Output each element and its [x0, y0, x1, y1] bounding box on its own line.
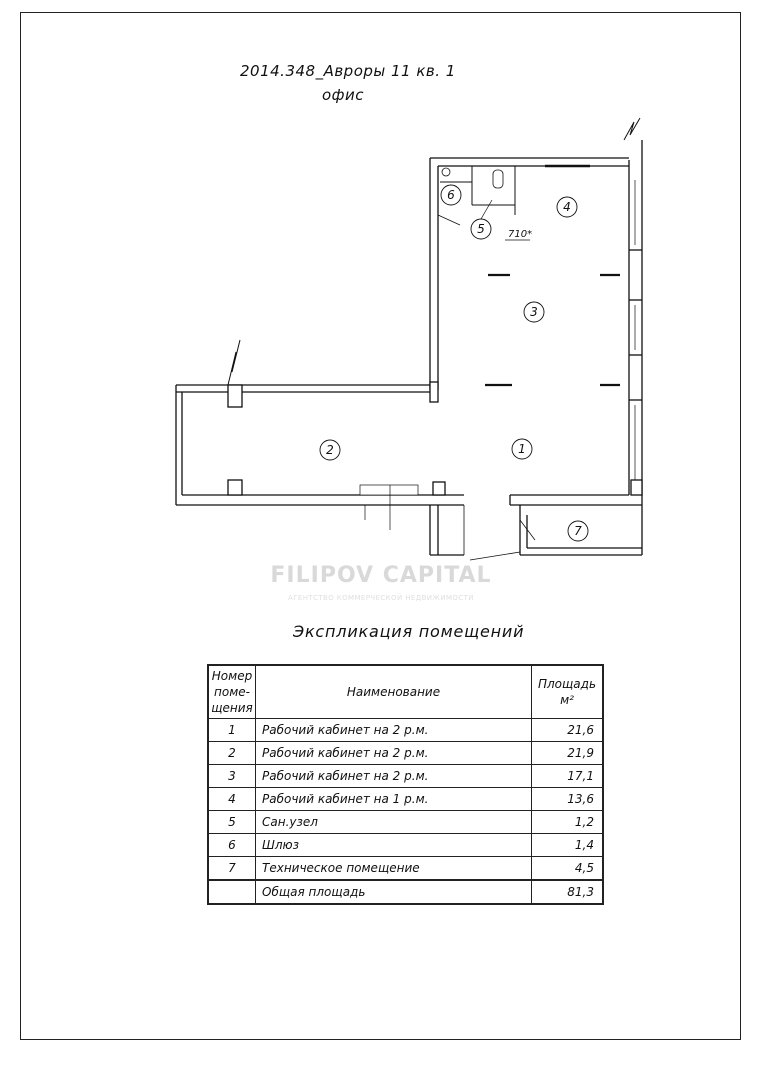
- row-name: Техническое помещение: [256, 857, 532, 881]
- row-number: 1: [208, 719, 256, 742]
- explication-table: [207, 664, 604, 905]
- row-name: Сан.узел: [256, 811, 532, 834]
- room-4-label: 4: [563, 200, 571, 214]
- watermark-tagline: АГЕНТСТВО КОММЕРЧЕСКОЙ НЕДВИЖИМОСТИ: [288, 594, 474, 602]
- row-name: Рабочий кабинет на 1 р.м.: [256, 788, 532, 811]
- document-subtitle: офис: [322, 86, 364, 104]
- table-row: [208, 834, 603, 857]
- row-number: 6: [208, 834, 256, 857]
- table-total-row: [208, 880, 603, 904]
- row-name: Рабочий кабинет на 2 р.м.: [256, 719, 532, 742]
- row-area: 17,1: [532, 765, 604, 788]
- table-row: [208, 788, 603, 811]
- explication-title: Экспликация помещений: [293, 622, 525, 641]
- room-7-label: 7: [574, 524, 582, 538]
- table-row: [208, 857, 603, 881]
- row-area: 4,5: [532, 857, 604, 881]
- watermark-brand: FILIPOV CAPITAL: [270, 563, 492, 588]
- row-name: Шлюз: [256, 834, 532, 857]
- room-3-label: 3: [530, 305, 538, 319]
- table-row: [208, 719, 603, 742]
- total-area: 81,3: [532, 880, 604, 904]
- row-number: 4: [208, 788, 256, 811]
- row-number: 5: [208, 811, 256, 834]
- total-label: Общая площадь: [256, 880, 532, 904]
- row-number: 7: [208, 857, 256, 881]
- row-area: 1,2: [532, 811, 604, 834]
- row-number: 2: [208, 742, 256, 765]
- row-number: 3: [208, 765, 256, 788]
- row-area: 13,6: [532, 788, 604, 811]
- row-area: 21,6: [532, 719, 604, 742]
- row-area: 1,4: [532, 834, 604, 857]
- floor-plan: [160, 110, 680, 580]
- ceiling-height-label: 710*: [508, 229, 533, 240]
- table-row: [208, 811, 603, 834]
- total-empty-cell: [208, 880, 256, 904]
- row-name: Рабочий кабинет на 2 р.м.: [256, 742, 532, 765]
- document-title: 2014.348_Авроры 11 кв. 1: [240, 62, 456, 80]
- row-area: 21,9: [532, 742, 604, 765]
- room-2-label: 2: [326, 443, 334, 457]
- header-name: Наименование: [256, 665, 532, 719]
- table-row: [208, 742, 603, 765]
- room-1-label: 1: [518, 442, 526, 456]
- table-row: [208, 765, 603, 788]
- room-6-label: 6: [447, 188, 455, 202]
- table-header-row: [208, 665, 603, 719]
- room-5-label: 5: [477, 222, 485, 236]
- header-area: Площадь м²: [532, 665, 604, 719]
- header-number: Номер поме- щения: [208, 665, 256, 719]
- row-name: Рабочий кабинет на 2 р.м.: [256, 765, 532, 788]
